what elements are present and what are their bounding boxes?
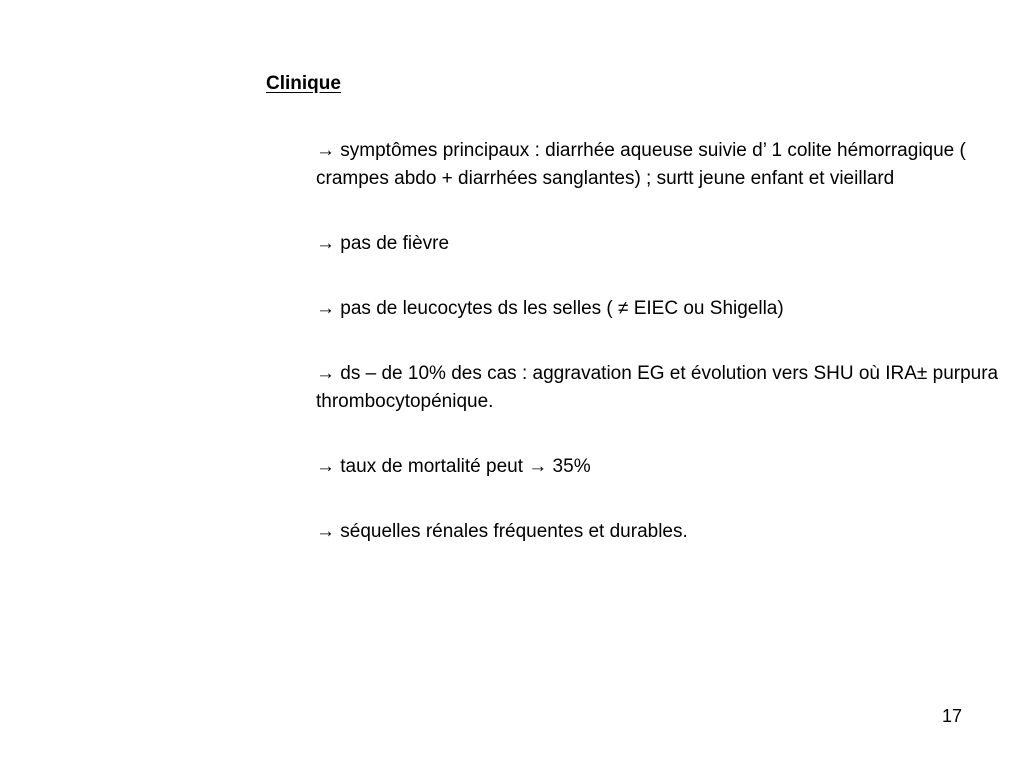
slide-title: Clinique: [266, 73, 341, 94]
page-number: 17: [941, 706, 962, 726]
bullet-mortality: → taux de mortalité peut → 35%: [316, 456, 591, 477]
bullet-list: [316, 137, 1006, 546]
bullet-no-leukocytes: → pas de leucocytes ds les selles ( ≠ EIEC ou Shigella): [316, 298, 784, 319]
bullet-aggravation: → ds – de 10% des cas : aggravation EG et évolution vers SHU où IRA± purpura thrombocytopénique.: [316, 363, 999, 412]
bullet-no-fever: → pas de fièvre: [316, 233, 450, 254]
bullet-symptoms: → symptômes principaux : diarrhée aqueuse suivie d’ 1 colite hémorragique ( crampes abdo + diarrhées sanglantes) ; surtt jeune enfant et vieillard: [316, 140, 966, 189]
bullet-sequelae: → séquelles rénales fréquentes et durables.: [316, 521, 688, 542]
